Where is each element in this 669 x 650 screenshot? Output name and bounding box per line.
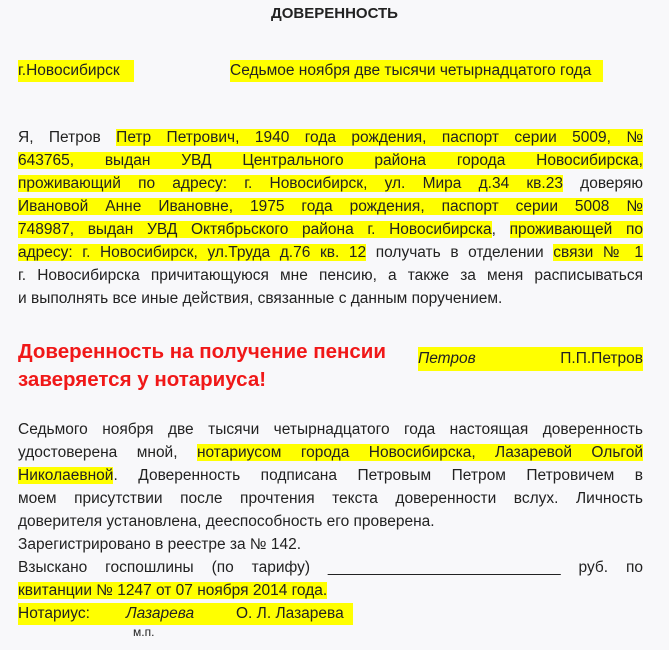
highlighted-text: проживающей по <box>509 221 643 238</box>
highlighted-text: проживающий по адресу: г. Новосибирск, ул. Мира д.34 кв.23 <box>18 175 563 192</box>
text-line <box>18 196 643 218</box>
text-line <box>18 419 643 441</box>
text-line <box>18 288 643 310</box>
notice-line-2: заверяется у нотариуса! <box>18 368 267 391</box>
principal-name: П.П.Петров <box>560 350 643 367</box>
seal-mark: м.п. <box>133 625 155 639</box>
text: Зарегистрировано в реестре за № 142. <box>18 536 302 553</box>
notary-name: О. Л. Лазарева <box>236 605 344 622</box>
highlighted-text: нотариусом города Новосибирска, Лазаревой Ольгой <box>196 444 643 461</box>
text-line <box>18 173 643 195</box>
text: Я, Петров <box>18 129 117 146</box>
text-line <box>18 242 643 264</box>
highlighted-text: 748987, выдан УВД Октябрьского района г. Новосибирска <box>18 221 492 238</box>
document-title: ДОВЕРЕННОСТЬ <box>271 5 398 22</box>
text: получать в отделении <box>366 244 554 261</box>
notary-label: Нотариус: <box>18 605 90 622</box>
text: доверителя установлена, дееспособность его проверена. <box>18 513 435 530</box>
city: г.Новосибирск <box>18 60 134 82</box>
text-line <box>18 265 643 287</box>
notary-signature <box>18 603 353 625</box>
text: удостоверена мной, <box>18 444 197 461</box>
text-line <box>18 488 643 510</box>
highlighted-text: Николаевной <box>18 467 114 484</box>
highlighted-text: адресу: г. Новосибирск, ул.Труда д.76 кв. 12 <box>18 244 367 261</box>
notary-sign: Лазарева <box>126 605 195 622</box>
text: и выполнять все иные действия, связанные с данным поручением. <box>18 290 503 307</box>
text-line <box>18 580 643 602</box>
text-line <box>18 534 643 556</box>
text-line <box>18 219 643 241</box>
text: . Доверенность подписана Петровым Петром Петровичем в <box>113 467 643 484</box>
highlighted-text: квитанции № 1247 от 07 ноября 2014 года. <box>18 582 328 599</box>
text-line <box>18 442 643 464</box>
text-line <box>18 127 643 149</box>
highlighted-text: 643765, выдан УВД Центрального района города Новосибирска, <box>18 152 643 169</box>
text-line <box>18 465 643 487</box>
highlighted-text: Петр Петрович, 1940 года рождения, паспорт серии 5009, № <box>116 129 643 146</box>
text-line <box>18 557 643 579</box>
text: Взыскано госпошлины (по тарифу) ___________________________ руб. по <box>18 559 643 576</box>
principal-sign: Петров <box>418 350 476 367</box>
text: , <box>491 221 510 238</box>
principal-signature <box>418 347 643 371</box>
highlighted-text: Ивановой Анне Ивановне, 1975 года рождения, паспорт серии 5008 № <box>18 198 643 215</box>
notice-line-1: Доверенность на получение пенсии <box>18 340 386 363</box>
highlighted-text: связи № 1 <box>553 244 643 261</box>
text: моем присутствии после прочтения текста доверенности вслух. Личность <box>18 490 643 507</box>
text: г. Новосибирска причитающуюся мне пенсию, а также за меня расписываться <box>18 267 643 284</box>
text: Седьмого ноября две тысячи четырнадцатого года настоящая доверенность <box>18 421 643 438</box>
date: Седьмое ноября две тысячи четырнадцатого года <box>230 60 603 82</box>
text-line <box>18 511 643 533</box>
text-line <box>18 150 643 172</box>
text: доверяю <box>562 175 643 192</box>
